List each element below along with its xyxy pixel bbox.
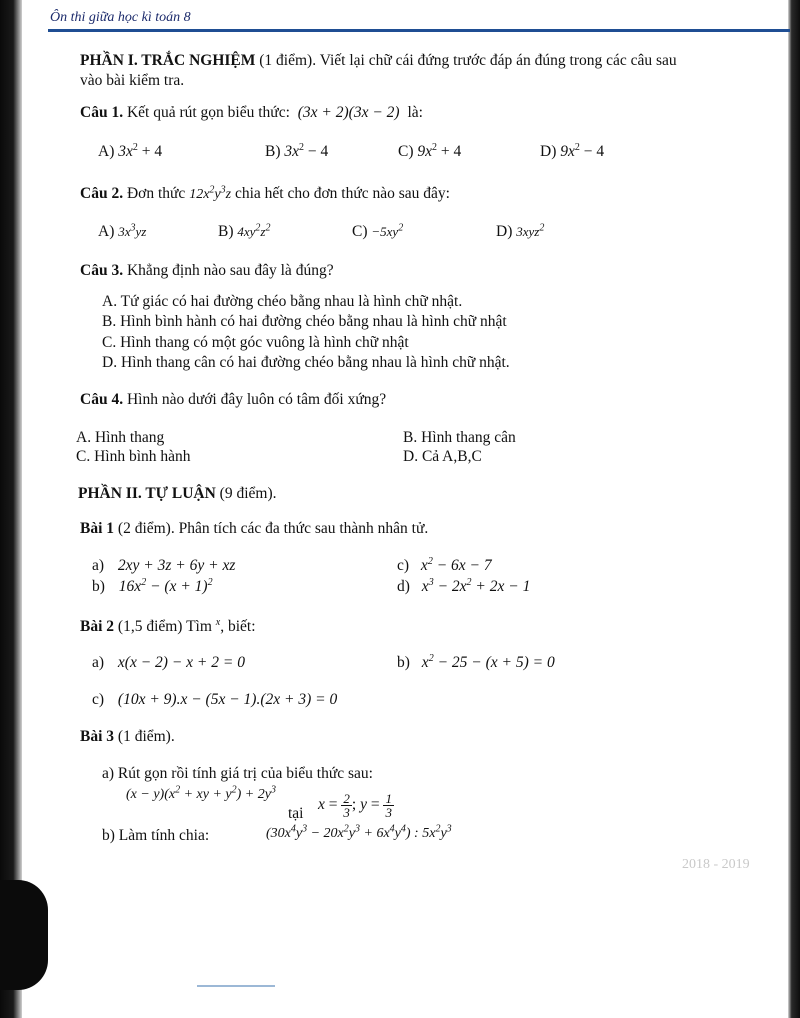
- part1-instruction: vào bài kiểm tra.: [80, 72, 185, 89]
- q4-option-d[interactable]: D. Cả A,B,C: [403, 448, 482, 465]
- ex3-values: x = $\frac{2}{3}$ ; y = $\frac{1}{3}$: [318, 791, 392, 820]
- ex1-item-c: c) $x^2 - 6x - 7$: [397, 555, 492, 574]
- finger-shadow: [0, 880, 48, 990]
- q3-option-b[interactable]: B. Hình bình hành có hai đường chéo bằng nhau là hình chữ nhật: [102, 313, 507, 330]
- question-4: Câu 4. Hình nào dưới đây luôn có tâm đối xứng?: [80, 391, 387, 408]
- q4-option-c[interactable]: C. Hình bình hành: [76, 448, 191, 465]
- q1-option-a[interactable]: A) $3x^2 + 4$: [98, 141, 163, 160]
- ex1-item-d: d) $x^3 - 2x^2 + 2x - 1$: [397, 576, 531, 595]
- q3-option-c[interactable]: C. Hình thang có một góc vuông là hình chữ nhật: [102, 334, 409, 351]
- ex3-tai: tại: [288, 805, 304, 822]
- ex2-item-a: a) x(x − 2) − x + 2 = 0: [92, 654, 245, 671]
- exercise-2: Bài 2 (1,5 điểm) Tìm $^x$, biết:: [80, 616, 256, 635]
- q4-option-a[interactable]: A. Hình thang: [76, 429, 165, 446]
- part2-heading: PHẦN II. TỰ LUẬN (9 điểm).: [78, 485, 277, 502]
- ex1-item-b: b) $16x^2 - (x + 1)^2$: [92, 576, 213, 595]
- ex3-item-a: a) Rút gọn rồi tính giá trị của biểu thức sau:: [102, 765, 373, 782]
- ex2-item-b: b) $x^2 - 25 - (x + 5) = 0$: [397, 652, 555, 671]
- q1-option-d[interactable]: D) $9x^2 - 4$: [540, 141, 605, 160]
- q2-option-a[interactable]: A) $3x^3yz$: [98, 222, 147, 240]
- q4-option-b[interactable]: B. Hình thang cân: [403, 429, 516, 446]
- exercise-3: Bài 3 (1 điểm).: [80, 728, 175, 745]
- ex3-expression: $(x - y)(x^2$ + xy + $y^2) + 2y^3$: [126, 784, 276, 802]
- photo-edge-right: [788, 0, 800, 1018]
- ex2-item-c: c) (10x + 9).x − (5x − 1).(2x + 3) = 0: [92, 691, 338, 708]
- q3-option-d[interactable]: D. Hình thang cân có hai đường chéo bằng nhau là hình chữ nhật.: [102, 354, 510, 371]
- watermark: 2018 - 2019: [682, 857, 750, 872]
- question-3: Câu 3. Khẳng định nào sau đây là đúng?: [80, 262, 334, 279]
- header-divider: [48, 29, 790, 32]
- q2-monomial: $12x^2y^3z$: [189, 184, 232, 202]
- document-page: [22, 0, 788, 1018]
- q2-option-c[interactable]: $C) -5xy^2$: [352, 222, 404, 240]
- decorative-line: [197, 985, 275, 987]
- ex3-item-b: b) Làm tính chia:: [102, 827, 210, 844]
- header-title: Ôn thi giữa học kì toán 8: [50, 10, 191, 25]
- q3-option-a[interactable]: A. Tứ giác có hai đường chéo bằng nhau là hình chữ nhật.: [102, 293, 463, 310]
- ex1-item-a: a) 2xy + 3z + 6y + xz: [92, 557, 236, 574]
- exercise-1: Bài 1 (2 điểm). Phân tích các đa thức sau thành nhân tử.: [80, 520, 429, 537]
- q2-option-b[interactable]: B) $4xy^2z^2$: [218, 222, 271, 240]
- part1-heading: PHẦN I. TRẮC NGHIỆM (1 điểm). Viết lại chữ cái đứng trước đáp án đúng trong các câu sau: [80, 52, 677, 69]
- question-2: Câu 2. Đơn thức $12x^2y^3z$ chia hết cho đơn thức nào sau đây:: [80, 184, 450, 202]
- ex3-division: $(30x^4y^3 - 20x^2y^3 + 6x^4y^4)$ : $5x^2y^3$: [266, 823, 452, 841]
- question-1: Câu 1. Kết quả rút gọn biểu thức: (3x + 2)(3x − 2) là:: [80, 104, 423, 121]
- q1-option-c[interactable]: C) $9x^2 + 4$: [398, 141, 462, 160]
- q2-option-d[interactable]: D) 3xyz$^2$: [496, 222, 545, 240]
- photo-edge-left: [0, 0, 22, 1018]
- q1-option-b[interactable]: B) $3x^2 - 4$: [265, 141, 329, 160]
